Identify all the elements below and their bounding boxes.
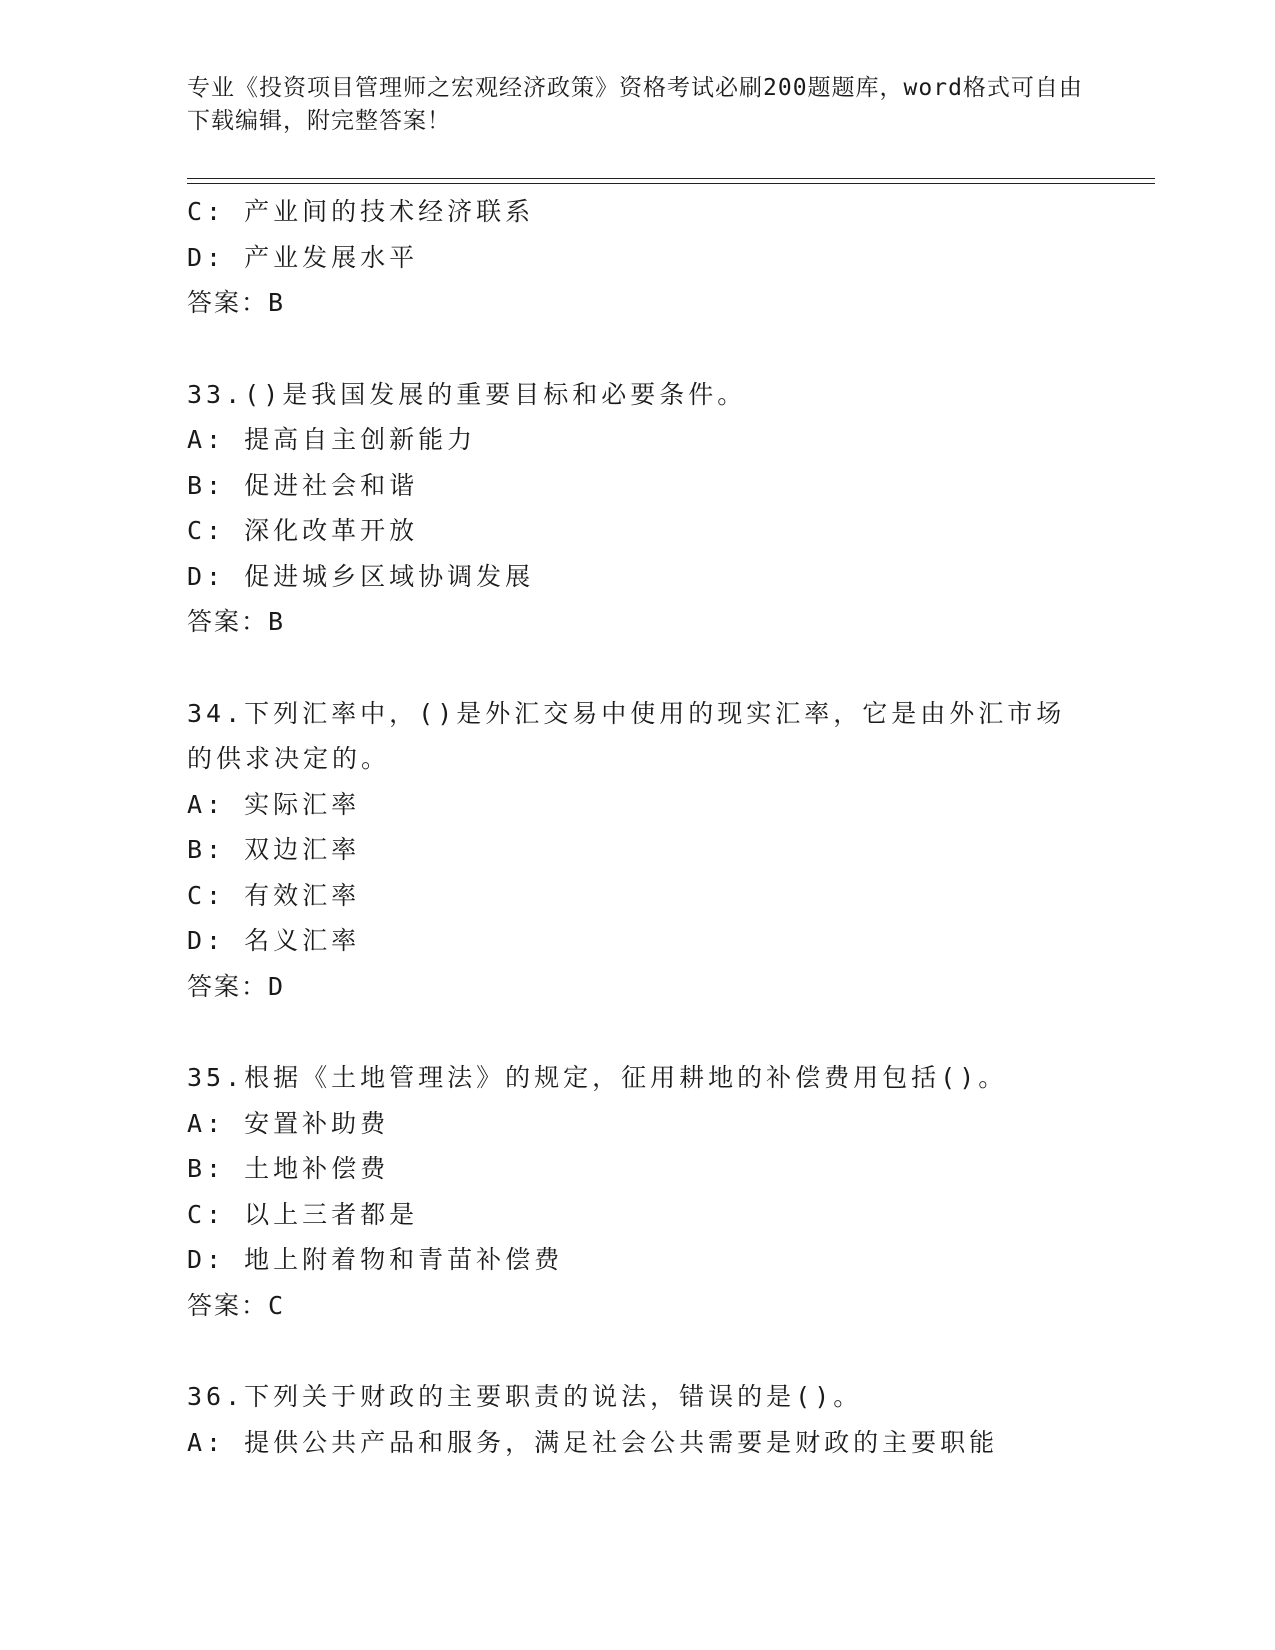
header-divider (187, 178, 1155, 184)
option-b: B: 土地补偿费 (187, 1154, 390, 1183)
page-header (187, 72, 1087, 138)
option-d: D: 促进城乡区域协调发展 (187, 561, 535, 591)
option-b: B: 促进社会和谐 (187, 470, 419, 500)
question-stem: 34.下列汇率中，()是外汇交易中使用的现实汇率，它是由外汇市场的供求决定的。 (187, 698, 1066, 773)
option-a: A: 提供公共产品和服务，满足社会公共需要是财政的主要职能 (187, 1427, 999, 1457)
option-c: C: 以上三者都是 (187, 1199, 419, 1229)
option-c: C: 深化改革开放 (187, 516, 419, 545)
option-c: C: 有效汇率 (187, 880, 361, 910)
answer: 答案：B (187, 607, 286, 636)
option-d: D: 地上附着物和青苗补偿费 (187, 1245, 564, 1274)
question-36 (187, 1374, 1087, 1465)
option-b: B: 双边汇率 (187, 835, 361, 864)
option-a: A: 实际汇率 (187, 789, 361, 819)
option-d: D: 产业发展水平 (187, 242, 419, 272)
answer: 答案：C (187, 1290, 286, 1320)
answer: 答案：B (187, 288, 286, 317)
document-body (187, 189, 1087, 1465)
question-35 (187, 1055, 1087, 1328)
option-a: A: 安置补助费 (187, 1108, 390, 1138)
question-stem: 33.()是我国发展的重要目标和必要条件。 (187, 379, 747, 409)
question-fragment (187, 189, 1087, 326)
option-c: C: 产业间的技术经济联系 (187, 197, 535, 226)
answer: 答案：D (187, 971, 286, 1001)
document-title: 专业《投资项目管理师之宏观经济政策》资格考试必刷200题题库，word格式可自由下载编辑，附完整答案！ (187, 75, 1083, 134)
question-stem: 36.下列关于财政的主要职责的说法，错误的是()。 (187, 1382, 863, 1411)
option-a: A: 提高自主创新能力 (187, 425, 477, 454)
question-33 (187, 372, 1087, 645)
question-34 (187, 691, 1087, 1010)
option-d: D: 名义汇率 (187, 926, 361, 955)
question-stem: 35.根据《土地管理法》的规定，征用耕地的补偿费用包括()。 (187, 1063, 1008, 1092)
